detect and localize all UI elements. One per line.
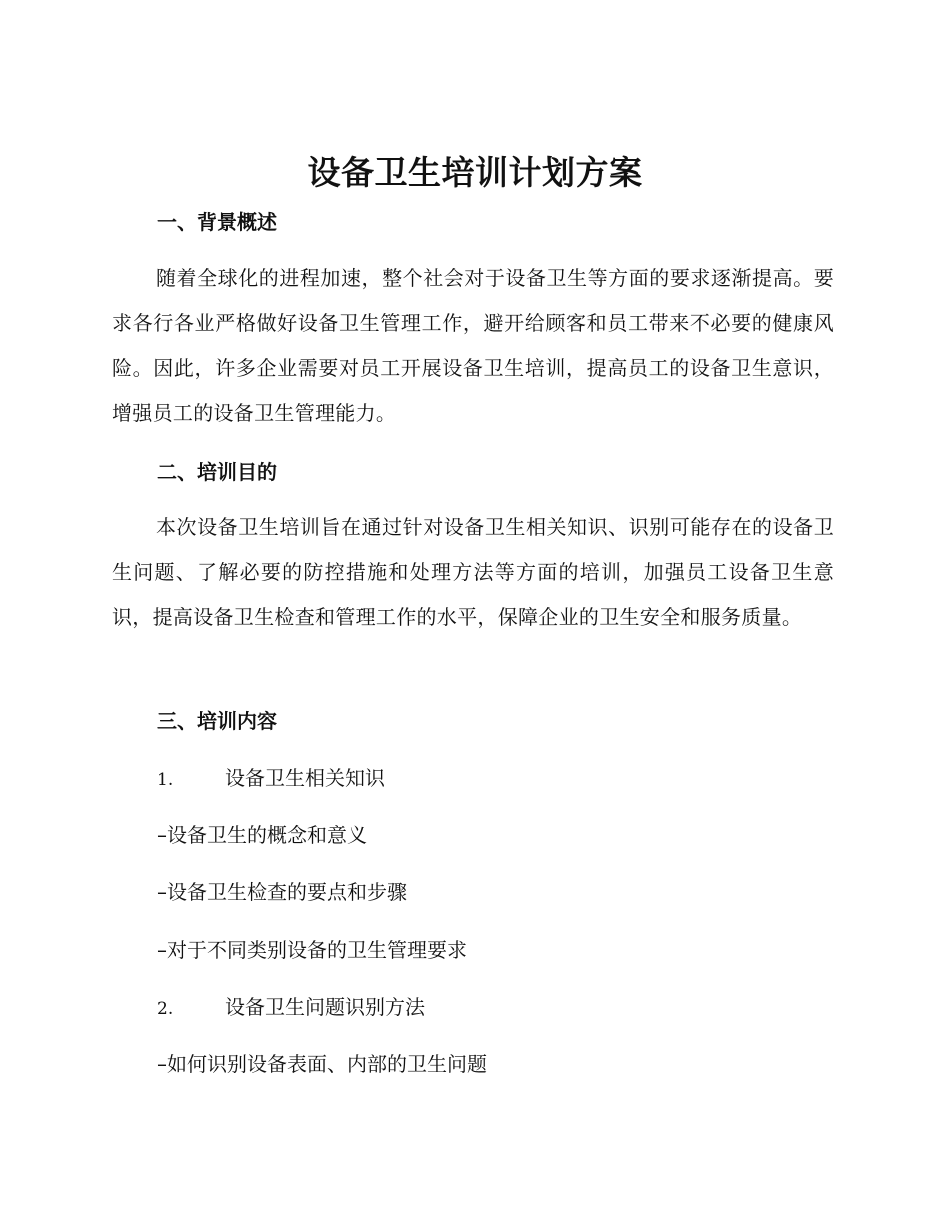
list-item-number: 2. (157, 999, 174, 1019)
bullet-item: –对于不同类别设备的卫生管理要求 (157, 938, 467, 962)
section-paragraph-background: 随着全球化的进程加速，整个社会对于设备卫生等方面的要求逐渐提高。要求各行各业严格做好设备卫生管理工作，避开给顾客和员工带来不必要的健康风险。因此，许多企业需要对员工开展设备卫生培训，提高员工的设备卫生意识，增强员工的设备卫生管理能力。 (112, 266, 834, 425)
section-paragraph-purpose: 本次设备卫生培训旨在通过针对设备卫生相关知识、识别可能存在的设备卫生问题、了解必要的防控措施和处理方法等方面的培训，加强员工设备卫生意识，提高设备卫生检查和管理工作的水平，保障企业的卫生安全和服务质量。 (112, 515, 834, 629)
list-item-number: 1. (157, 770, 174, 790)
section-heading-content: 三、培训内容 (157, 709, 277, 733)
list-item-label: 设备卫生相关知识 (225, 766, 385, 790)
list-item (157, 763, 385, 795)
list-item (157, 992, 425, 1024)
document-title: 设备卫生培训计划方案 (307, 153, 643, 192)
section-heading-background: 一、背景概述 (157, 210, 277, 234)
bullet-item: –如何识别设备表面、内部的卫生问题 (157, 1052, 487, 1076)
list-item-label: 设备卫生问题识别方法 (225, 995, 425, 1019)
bullet-item: –设备卫生的概念和意义 (157, 823, 367, 847)
section-heading-purpose: 二、培训目的 (157, 460, 277, 484)
bullet-item: –设备卫生检查的要点和步骤 (157, 880, 407, 904)
